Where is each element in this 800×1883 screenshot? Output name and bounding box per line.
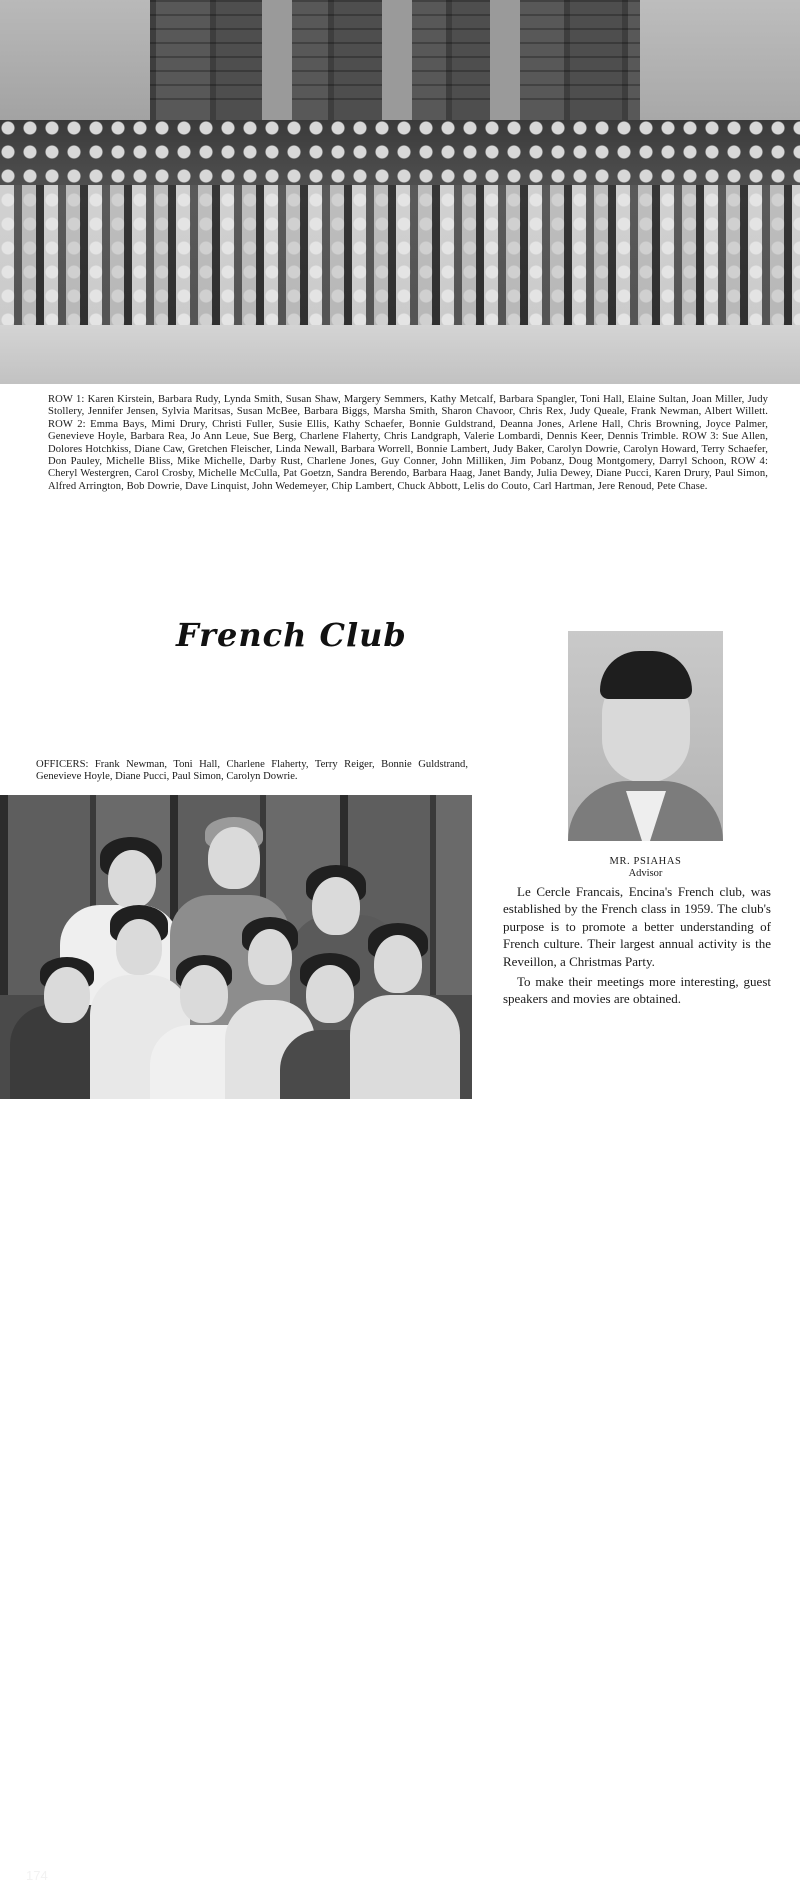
description-paragraph-1: Le Cercle Francais, Encina's French club, was established by the French class in 1959. The club's purpose is to promote a better understanding of French culture. Their largest annual activity is the Reveillon, a Christmas Party. (503, 884, 771, 969)
club-title: French Club (176, 616, 407, 654)
group-photo-caption: ROW 1: Karen Kirstein, Barbara Rudy, Lynda Smith, Susan Shaw, Margery Semmers, Kathy Metcalf, Barbara Spangler, Toni Hall, Elaine Sultan, Joan Miller, Judy Stollery, Jennifer Jensen, Sylvia Maritsas, Susan McBee, Barbara Biggs, Marsha Smith, Sharon Chavoor, Chris Rex, Judy Queale, Frank Newman, Albert Willett. ROW 2: Emma Bays, Mimi Drury, Christi Fuller, Susie Ellis, Kathy Schaefer, Bonnie Guldstrand, Deanna Jones, Arlene Hall, Chris Browning, Joyce Palmer, Genevieve Hoyle, Barbara Rea, Jo Ann Leue, Sue Berg, Charlene Flaherty, Chris Landgraph, Valerie Lombardi, Dennis Keer, Dennis Trimble. ROW 3: Sue Allen, Dolores Hotchkiss, Diane Caw, Gretchen Fleischer, Linda Newall, Barbara Worrell, Bonnie Lambert, Judy Baker, Carolyn Dowrie, Carolyn Howard, Terry Schaefer, Don Pauley, Michelle Bliss, Mike Michelle, Darby Rust, Charlene Jones, Guy Conner, John Milliken, Jim Pobanz, Doug Montgomery, Darryl Schoon, ROW 4: Cheryl Westergren, Carol Crosby, Michelle McCulla, Pat Goetzn, Sandra Berendo, Barbara Haag, Janet Bandy, Julia Dewey, Diane Pucci, Karen Drury, Paul Simon, Alfred Arrington, Bob Dowrie, Dave Linquist, John Wedemeyer, Chip Lambert, Chuck Abbott, Lelis do Couto, Carl Hartman, Jere Renoud, Pete Chase. (48, 394, 768, 492)
advisor-name: MR. PSIAHAS (609, 856, 682, 867)
advisor-photo (568, 631, 723, 841)
club-description (503, 883, 771, 1008)
officers-caption: OFFICERS: Frank Newman, Toni Hall, Charlene Flaherty, Terry Reiger, Bonnie Guldstrand, Genevieve Hoyle, Diane Pucci, Paul Simon, Carolyn Dowrie. (36, 759, 468, 783)
description-paragraph-2: To make their meetings more interesting, guest speakers and movies are obtained. (503, 974, 771, 1007)
advisor-role: Advisor (628, 868, 663, 879)
page-number: 174 (26, 1868, 48, 1883)
group-photo (0, 0, 800, 384)
officers-photo (0, 795, 472, 1883)
